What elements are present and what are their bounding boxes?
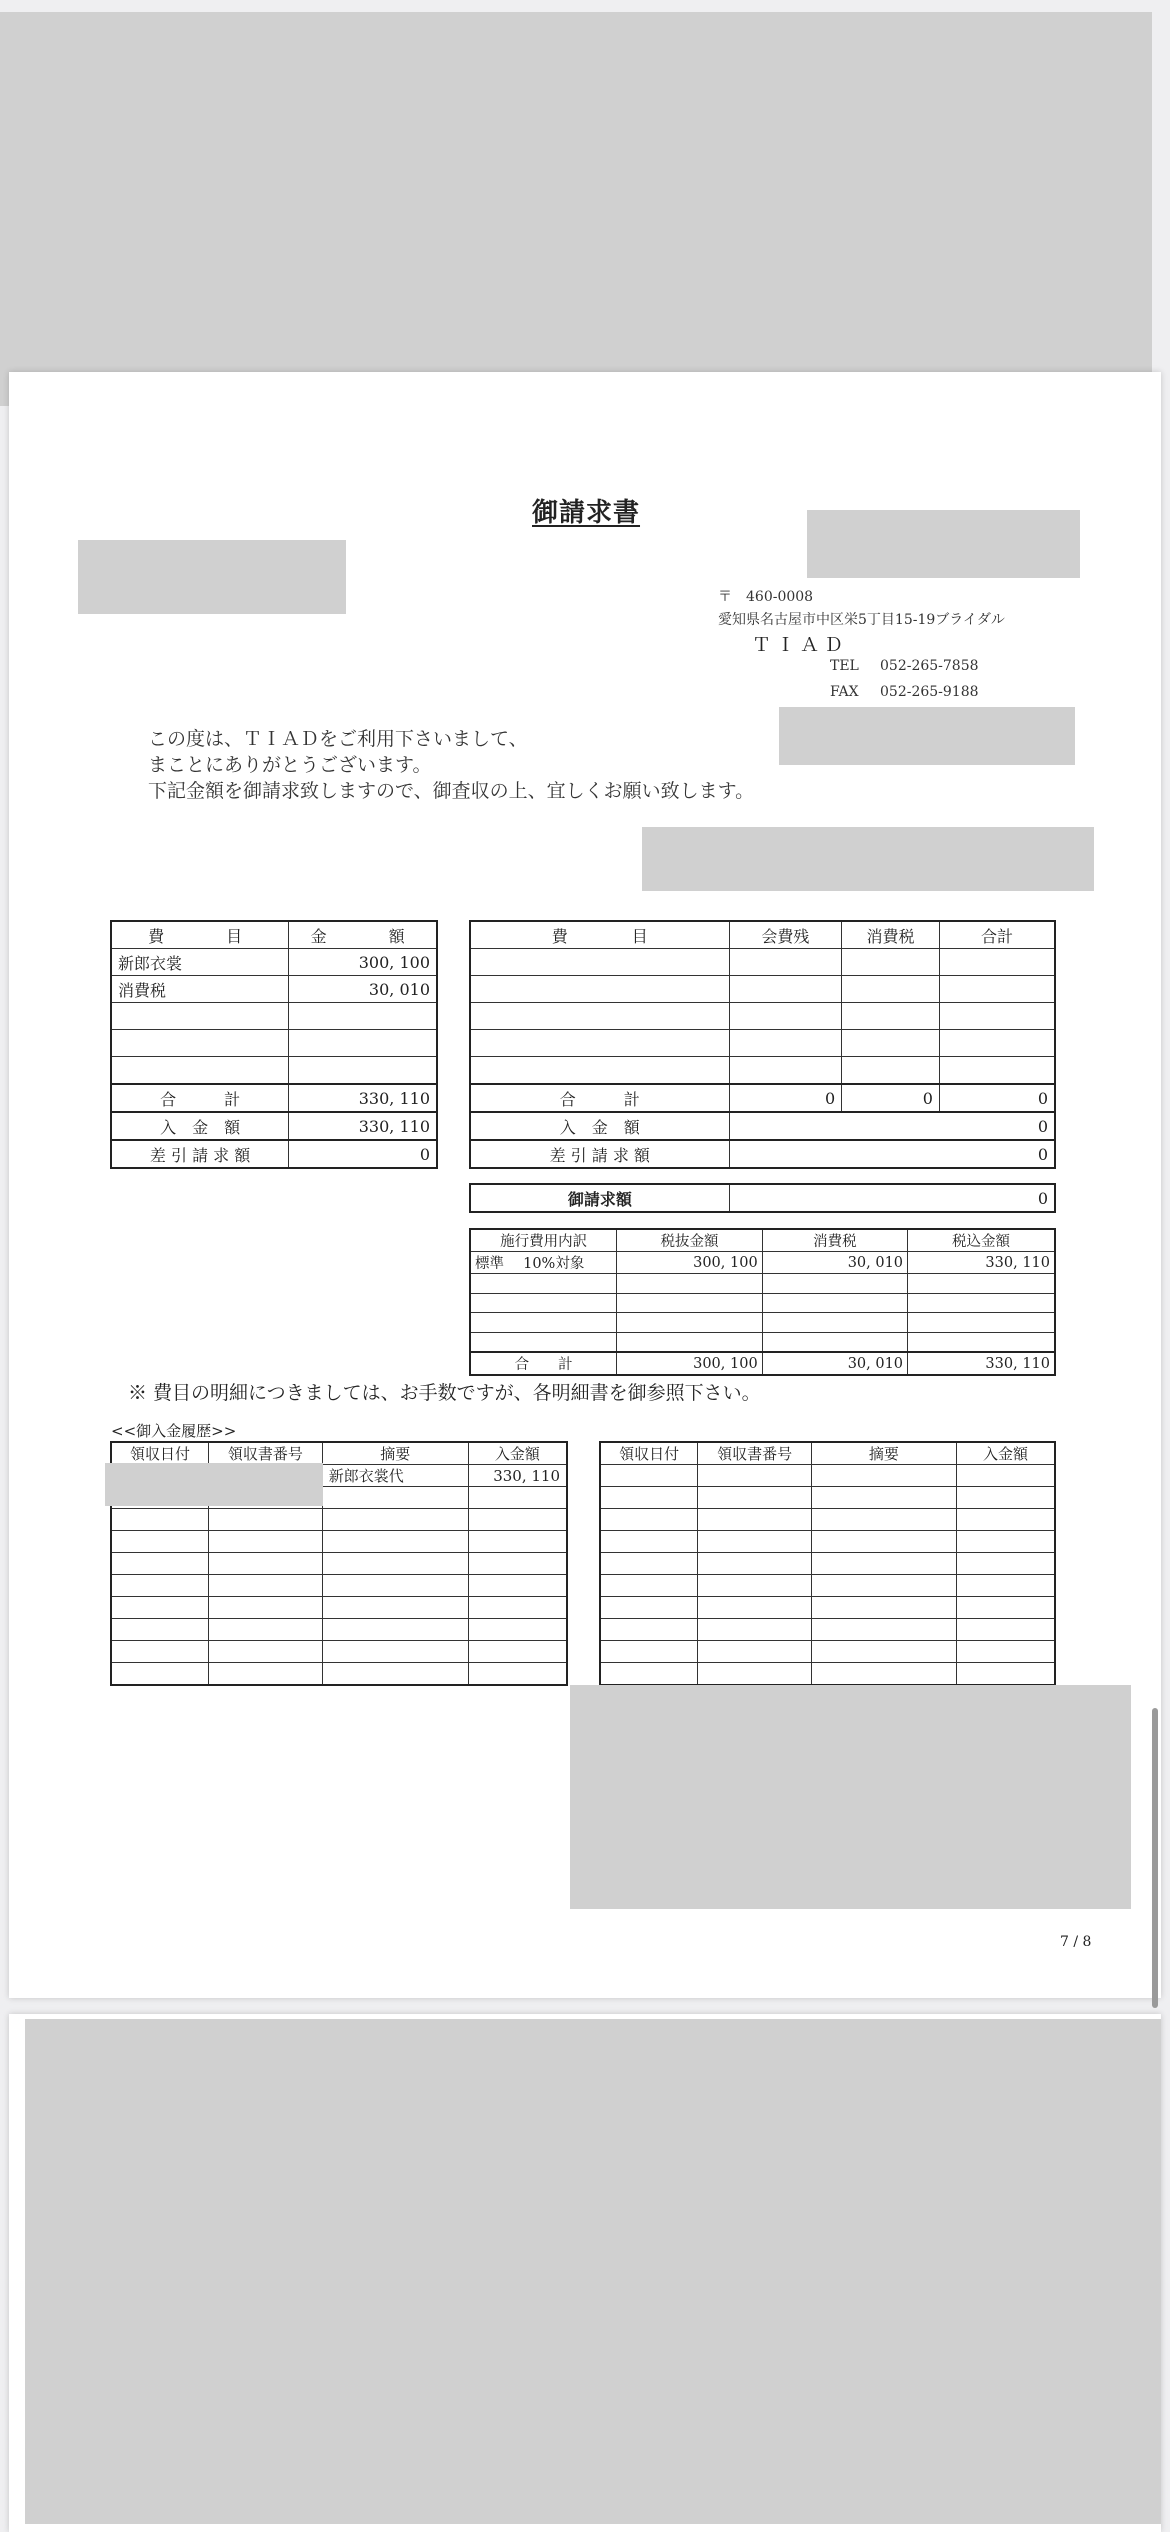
greeting-line-1: この度は、ＴＩＡＤをご利用下さいまして、 bbox=[148, 728, 528, 750]
cell-empty bbox=[468, 1487, 567, 1509]
cell-empty bbox=[322, 1663, 468, 1686]
cell-empty bbox=[729, 976, 842, 1003]
table-row bbox=[111, 1619, 567, 1641]
cell-empty bbox=[209, 1663, 323, 1686]
document-title: 御請求書 bbox=[532, 498, 641, 528]
cell-empty bbox=[322, 1641, 468, 1663]
total-tax: 30, 010 bbox=[762, 1352, 907, 1375]
cell-empty bbox=[111, 1597, 209, 1619]
cell-category: 標準 10%対象 bbox=[470, 1252, 617, 1274]
cell-empty bbox=[470, 1030, 729, 1057]
column-header: 費 目 bbox=[470, 921, 729, 949]
total-label: 合 計 bbox=[470, 1084, 729, 1112]
cell-empty bbox=[617, 1332, 762, 1352]
table-header-row bbox=[470, 921, 1055, 949]
table-row bbox=[111, 1663, 567, 1686]
cell-pretax: 300, 100 bbox=[617, 1252, 762, 1274]
cell-empty bbox=[698, 1575, 812, 1597]
cell-empty bbox=[209, 1597, 323, 1619]
column-header: 税抜金額 bbox=[617, 1229, 762, 1252]
table-header-row bbox=[470, 1229, 1055, 1252]
invoice-amount-row bbox=[470, 1184, 1055, 1212]
tax-breakdown-table bbox=[469, 1228, 1056, 1376]
cell-tax: 30, 010 bbox=[762, 1252, 907, 1274]
cell-empty bbox=[322, 1531, 468, 1553]
cell-empty bbox=[729, 1003, 842, 1030]
cell-empty bbox=[468, 1531, 567, 1553]
balance-row bbox=[470, 1140, 1055, 1168]
cell-empty bbox=[729, 1057, 842, 1085]
table-row bbox=[600, 1575, 1055, 1597]
cell-empty bbox=[111, 1575, 209, 1597]
cell-empty bbox=[600, 1597, 698, 1619]
cell-empty bbox=[111, 1641, 209, 1663]
cell-empty bbox=[111, 1531, 209, 1553]
cell-empty bbox=[811, 1487, 956, 1509]
cell-empty bbox=[956, 1597, 1055, 1619]
cell-empty bbox=[468, 1619, 567, 1641]
cell-empty bbox=[956, 1487, 1055, 1509]
table-row bbox=[111, 1509, 567, 1531]
cell-empty bbox=[209, 1509, 323, 1531]
cell-empty bbox=[209, 1553, 323, 1575]
cell-empty bbox=[956, 1553, 1055, 1575]
cell-empty bbox=[939, 1030, 1055, 1057]
cell-empty bbox=[111, 1057, 289, 1085]
cell-empty bbox=[762, 1274, 907, 1294]
cell-empty bbox=[762, 1313, 907, 1333]
cell-empty bbox=[468, 1641, 567, 1663]
column-header: 入金額 bbox=[468, 1442, 567, 1465]
scrollbar[interactable] bbox=[1152, 1708, 1158, 2008]
table-row bbox=[600, 1619, 1055, 1641]
redacted-header-block bbox=[0, 12, 1152, 406]
details-note: ※ 費目の明細につきましては、お手数ですが、各明細書を御参照下さい。 bbox=[128, 1382, 761, 1404]
cell-empty bbox=[600, 1465, 698, 1487]
table-row bbox=[111, 976, 437, 1003]
balance-row bbox=[111, 1140, 437, 1168]
cell-empty bbox=[956, 1509, 1055, 1531]
page-number: 7 / 8 bbox=[1060, 1934, 1092, 1950]
paid-value: 330, 110 bbox=[289, 1112, 437, 1140]
cell-empty bbox=[956, 1531, 1055, 1553]
cell-empty bbox=[600, 1509, 698, 1531]
column-header: 領収日付 bbox=[600, 1442, 698, 1465]
table-row bbox=[470, 1057, 1055, 1085]
cell-empty bbox=[956, 1641, 1055, 1663]
table-row bbox=[470, 1003, 1055, 1030]
redacted-date bbox=[807, 510, 1080, 578]
greeting-text bbox=[148, 726, 754, 804]
cell-empty bbox=[289, 1057, 437, 1085]
table-row bbox=[111, 1057, 437, 1085]
paid-label: 入 金 額 bbox=[470, 1112, 729, 1140]
cell-empty bbox=[698, 1509, 812, 1531]
paid-row bbox=[470, 1112, 1055, 1140]
cell-empty bbox=[698, 1465, 812, 1487]
cell-empty bbox=[842, 1057, 940, 1085]
postal-code: 〒 460-0008 bbox=[718, 589, 814, 605]
cell-empty bbox=[289, 1003, 437, 1030]
cell-empty bbox=[762, 1332, 907, 1352]
cell-empty bbox=[470, 1057, 729, 1085]
table-row bbox=[111, 1641, 567, 1663]
cell-empty bbox=[939, 1003, 1055, 1030]
tel-label: TEL bbox=[830, 658, 859, 674]
total-row bbox=[111, 1084, 437, 1112]
cell-empty bbox=[468, 1509, 567, 1531]
total-pretax: 300, 100 bbox=[617, 1352, 762, 1375]
table-header-row bbox=[600, 1442, 1055, 1465]
table-row bbox=[600, 1531, 1055, 1553]
expense-summary-table bbox=[110, 920, 438, 1169]
cell-empty bbox=[470, 976, 729, 1003]
cell-empty bbox=[842, 1003, 940, 1030]
cell-empty bbox=[600, 1663, 698, 1686]
total-sum: 0 bbox=[939, 1084, 1055, 1112]
cell-empty bbox=[842, 1030, 940, 1057]
redacted-next-page bbox=[25, 2019, 1161, 2524]
column-header: 摘要 bbox=[811, 1442, 956, 1465]
cell-empty bbox=[908, 1274, 1055, 1294]
column-header: 税込金額 bbox=[908, 1229, 1055, 1252]
cell-empty bbox=[111, 1663, 209, 1686]
cell-empty bbox=[811, 1641, 956, 1663]
cell-empty bbox=[600, 1619, 698, 1641]
table-row bbox=[111, 1575, 567, 1597]
paid-row bbox=[111, 1112, 437, 1140]
cell-empty bbox=[468, 1553, 567, 1575]
tel-number: 052-265-7858 bbox=[880, 658, 979, 674]
table-row bbox=[470, 1293, 1055, 1313]
cell-empty bbox=[322, 1575, 468, 1597]
cell-empty bbox=[468, 1575, 567, 1597]
cell-empty bbox=[811, 1531, 956, 1553]
cell-empty bbox=[698, 1597, 812, 1619]
column-header: 施行費用内訳 bbox=[470, 1229, 617, 1252]
balance-value: 0 bbox=[289, 1140, 437, 1168]
table-row bbox=[600, 1487, 1055, 1509]
cell-empty bbox=[939, 1057, 1055, 1085]
table-row bbox=[600, 1509, 1055, 1531]
cell-empty bbox=[468, 1663, 567, 1686]
table-row bbox=[600, 1641, 1055, 1663]
cell-empty bbox=[908, 1293, 1055, 1313]
column-header: 合計 bbox=[939, 921, 1055, 949]
cell-empty bbox=[956, 1575, 1055, 1597]
cell-empty bbox=[209, 1531, 323, 1553]
cell-empty bbox=[322, 1553, 468, 1575]
cell-empty bbox=[762, 1293, 907, 1313]
invoice-amount-value: 0 bbox=[729, 1184, 1055, 1212]
cell-amount: 300, 100 bbox=[289, 949, 437, 976]
cell-empty bbox=[811, 1575, 956, 1597]
cell-empty bbox=[470, 1003, 729, 1030]
cell-empty bbox=[617, 1313, 762, 1333]
table-header-row bbox=[111, 1442, 567, 1465]
table-row bbox=[470, 1274, 1055, 1294]
company-name: ＴＩＡＤ bbox=[752, 634, 849, 656]
total-tax: 0 bbox=[842, 1084, 940, 1112]
table-row bbox=[111, 949, 437, 976]
table-row bbox=[470, 1313, 1055, 1333]
fax-number: 052-265-9188 bbox=[880, 684, 979, 700]
cell-empty bbox=[956, 1663, 1055, 1686]
table-row bbox=[111, 1003, 437, 1030]
cell-empty bbox=[908, 1313, 1055, 1333]
column-header: 費 目 bbox=[111, 921, 289, 949]
table-row bbox=[111, 1531, 567, 1553]
cell-empty bbox=[600, 1487, 698, 1509]
fax-label: FAX bbox=[830, 684, 859, 700]
column-header: 消費税 bbox=[842, 921, 940, 949]
table-row bbox=[111, 1597, 567, 1619]
membership-summary-table bbox=[469, 920, 1056, 1169]
cell-empty bbox=[698, 1487, 812, 1509]
invoice-amount-table bbox=[469, 1183, 1056, 1213]
total-label: 合 計 bbox=[470, 1352, 617, 1375]
column-header: 領収書番号 bbox=[209, 1442, 323, 1465]
table-row bbox=[470, 976, 1055, 1003]
greeting-line-2: まことにありがとうございます。 bbox=[148, 754, 432, 776]
cell-empty bbox=[111, 1553, 209, 1575]
column-header: 金 額 bbox=[289, 921, 437, 949]
total-row bbox=[470, 1352, 1055, 1375]
column-header: 消費税 bbox=[762, 1229, 907, 1252]
cell-taxincl: 330, 110 bbox=[908, 1252, 1055, 1274]
cell-empty bbox=[322, 1487, 468, 1509]
cell-empty bbox=[939, 976, 1055, 1003]
cell-empty bbox=[956, 1619, 1055, 1641]
cell-empty bbox=[908, 1332, 1055, 1352]
cell-empty bbox=[470, 1293, 617, 1313]
cell-empty bbox=[111, 1003, 289, 1030]
cell-description: 新郎衣裳代 bbox=[322, 1465, 468, 1487]
cell-empty bbox=[600, 1575, 698, 1597]
total-row bbox=[470, 1084, 1055, 1112]
cell-empty bbox=[209, 1575, 323, 1597]
cell-empty bbox=[470, 1332, 617, 1352]
cell-empty bbox=[600, 1531, 698, 1553]
cell-empty bbox=[698, 1553, 812, 1575]
cell-empty bbox=[209, 1619, 323, 1641]
table-row bbox=[470, 1030, 1055, 1057]
table-row bbox=[600, 1553, 1055, 1575]
cell-empty bbox=[811, 1509, 956, 1531]
cell-empty bbox=[956, 1465, 1055, 1487]
cell-empty bbox=[617, 1293, 762, 1313]
cell-amount: 330, 110 bbox=[468, 1465, 567, 1487]
payment-history-label: <<御入金履歴>> bbox=[111, 1422, 237, 1440]
cell-empty bbox=[600, 1553, 698, 1575]
redacted-receipt-date bbox=[105, 1463, 323, 1506]
table-header-row bbox=[111, 921, 437, 949]
cell-empty bbox=[811, 1663, 956, 1686]
cell-empty bbox=[111, 1619, 209, 1641]
cell-amount: 30, 010 bbox=[289, 976, 437, 1003]
table-row bbox=[600, 1465, 1055, 1487]
table-row bbox=[600, 1597, 1055, 1619]
paid-label: 入 金 額 bbox=[111, 1112, 289, 1140]
cell-empty bbox=[209, 1641, 323, 1663]
column-header: 会費残 bbox=[729, 921, 842, 949]
table-row bbox=[470, 1332, 1055, 1352]
table-row bbox=[111, 1553, 567, 1575]
redacted-stamp bbox=[779, 707, 1075, 765]
cell-empty bbox=[698, 1663, 812, 1686]
cell-empty bbox=[470, 949, 729, 976]
cell-empty bbox=[698, 1641, 812, 1663]
payment-history-table-right bbox=[599, 1441, 1056, 1686]
invoice-amount-label: 御請求額 bbox=[470, 1184, 729, 1212]
redacted-footer-block bbox=[570, 1685, 1131, 1909]
cell-empty bbox=[470, 1274, 617, 1294]
table-row bbox=[600, 1663, 1055, 1686]
cell-empty bbox=[842, 976, 940, 1003]
cell-empty bbox=[322, 1597, 468, 1619]
total-taxincl: 330, 110 bbox=[908, 1352, 1055, 1375]
cell-empty bbox=[729, 949, 842, 976]
cell-empty bbox=[811, 1465, 956, 1487]
greeting-line-3: 下記金額を御請求致しますので、御査収の上、宜しくお願い致します。 bbox=[148, 780, 755, 802]
total-label: 合 計 bbox=[111, 1084, 289, 1112]
cell-item: 消費税 bbox=[111, 976, 289, 1003]
balance-label: 差 引 請 求 額 bbox=[470, 1140, 729, 1168]
cell-empty bbox=[698, 1531, 812, 1553]
table-row bbox=[470, 1252, 1055, 1274]
cell-empty bbox=[842, 949, 940, 976]
total-membership: 0 bbox=[729, 1084, 842, 1112]
company-address: 愛知県名古屋市中区栄5丁目15-19ブライダル bbox=[718, 612, 1005, 628]
column-header: 入金額 bbox=[956, 1442, 1055, 1465]
balance-value: 0 bbox=[729, 1140, 1055, 1168]
cell-empty bbox=[600, 1641, 698, 1663]
column-header: 摘要 bbox=[322, 1442, 468, 1465]
paid-value: 0 bbox=[729, 1112, 1055, 1140]
cell-empty bbox=[617, 1274, 762, 1294]
cell-empty bbox=[939, 949, 1055, 976]
cell-empty bbox=[811, 1597, 956, 1619]
cell-empty bbox=[322, 1509, 468, 1531]
cell-empty bbox=[322, 1619, 468, 1641]
redacted-recipient bbox=[78, 540, 346, 614]
balance-label: 差 引 請 求 額 bbox=[111, 1140, 289, 1168]
cell-empty bbox=[811, 1619, 956, 1641]
cell-empty bbox=[111, 1030, 289, 1057]
total-value: 330, 110 bbox=[289, 1084, 437, 1112]
cell-empty bbox=[470, 1313, 617, 1333]
redacted-note-block bbox=[642, 827, 1094, 891]
cell-empty bbox=[111, 1509, 209, 1531]
cell-empty bbox=[289, 1030, 437, 1057]
cell-empty bbox=[811, 1553, 956, 1575]
column-header: 領収書番号 bbox=[698, 1442, 812, 1465]
cell-empty bbox=[729, 1030, 842, 1057]
cell-empty bbox=[468, 1597, 567, 1619]
column-header: 領収日付 bbox=[111, 1442, 209, 1465]
table-row bbox=[470, 949, 1055, 976]
cell-empty bbox=[698, 1619, 812, 1641]
cell-item: 新郎衣裳 bbox=[111, 949, 289, 976]
table-row bbox=[111, 1030, 437, 1057]
